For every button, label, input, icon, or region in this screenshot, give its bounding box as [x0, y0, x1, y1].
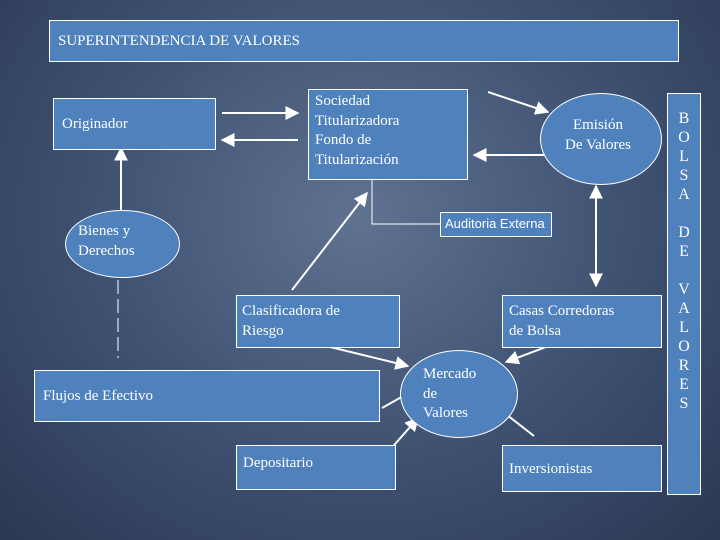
- title-box: [49, 20, 679, 62]
- node-sociedad-label: Sociedad Titularizadora Fondo de Titularización: [315, 93, 400, 168]
- arrow-casas-to-mercado: [506, 347, 546, 362]
- vertical-letter: E: [679, 243, 689, 260]
- node-flujos-label: Flujos de Efectivo: [43, 388, 153, 404]
- node-clasificadora: [236, 295, 400, 348]
- node-bienes: [65, 210, 180, 278]
- vertical-letter: V: [678, 281, 690, 298]
- node-mercado-label: Mercado de Valores: [423, 366, 477, 421]
- line-sociedad-to-auditoria: [372, 180, 440, 224]
- vertical-letter: [668, 204, 700, 223]
- node-emision-label: Emisión De Valores: [565, 117, 631, 153]
- node-auditoria: [440, 212, 552, 237]
- node-depositario: [236, 445, 396, 490]
- vertical-letter: R: [678, 357, 690, 374]
- vertical-letter: E: [679, 376, 689, 393]
- node-depositario-label: Depositario: [243, 455, 313, 471]
- node-sociedad: [308, 89, 468, 180]
- title-text: SUPERINTENDENCIA DE VALORES: [58, 33, 300, 49]
- vertical-letter: A: [678, 186, 690, 203]
- node-inversionistas: [502, 445, 662, 492]
- vertical-letter: O: [678, 129, 690, 146]
- vertical-letter: L: [679, 319, 689, 336]
- node-bienes-label: Bienes y Derechos: [78, 223, 135, 259]
- node-inversionistas-label: Inversionistas: [509, 461, 593, 477]
- node-clasificadora-label: Clasificadora de Riesgo: [242, 303, 340, 339]
- node-originador-label: Originador: [62, 116, 128, 132]
- vertical-letter: O: [678, 338, 690, 355]
- vertical-letter: L: [679, 148, 689, 165]
- arrow-clasificadora-to-sociedad: [292, 193, 367, 290]
- vertical-letter: S: [679, 395, 689, 412]
- vertical-letter: D: [678, 224, 690, 241]
- vertical-letter: S: [679, 167, 689, 184]
- node-auditoria-label: Auditoria Externa: [445, 216, 545, 231]
- node-flujos: [34, 370, 380, 422]
- arrow-clasificadora-to-mercado: [322, 345, 408, 366]
- bolsa-de-valores-label: [667, 93, 701, 495]
- arrow-sociedad-to-emision: [488, 92, 548, 112]
- vertical-letter: A: [678, 300, 690, 317]
- node-emision: [540, 93, 662, 185]
- node-mercado: [400, 350, 518, 438]
- vertical-letter: B: [678, 110, 690, 127]
- vertical-letter: [668, 261, 700, 280]
- node-originador: [53, 98, 216, 150]
- node-casas-label: Casas Corredoras de Bolsa: [509, 303, 615, 339]
- node-casas: [502, 295, 662, 348]
